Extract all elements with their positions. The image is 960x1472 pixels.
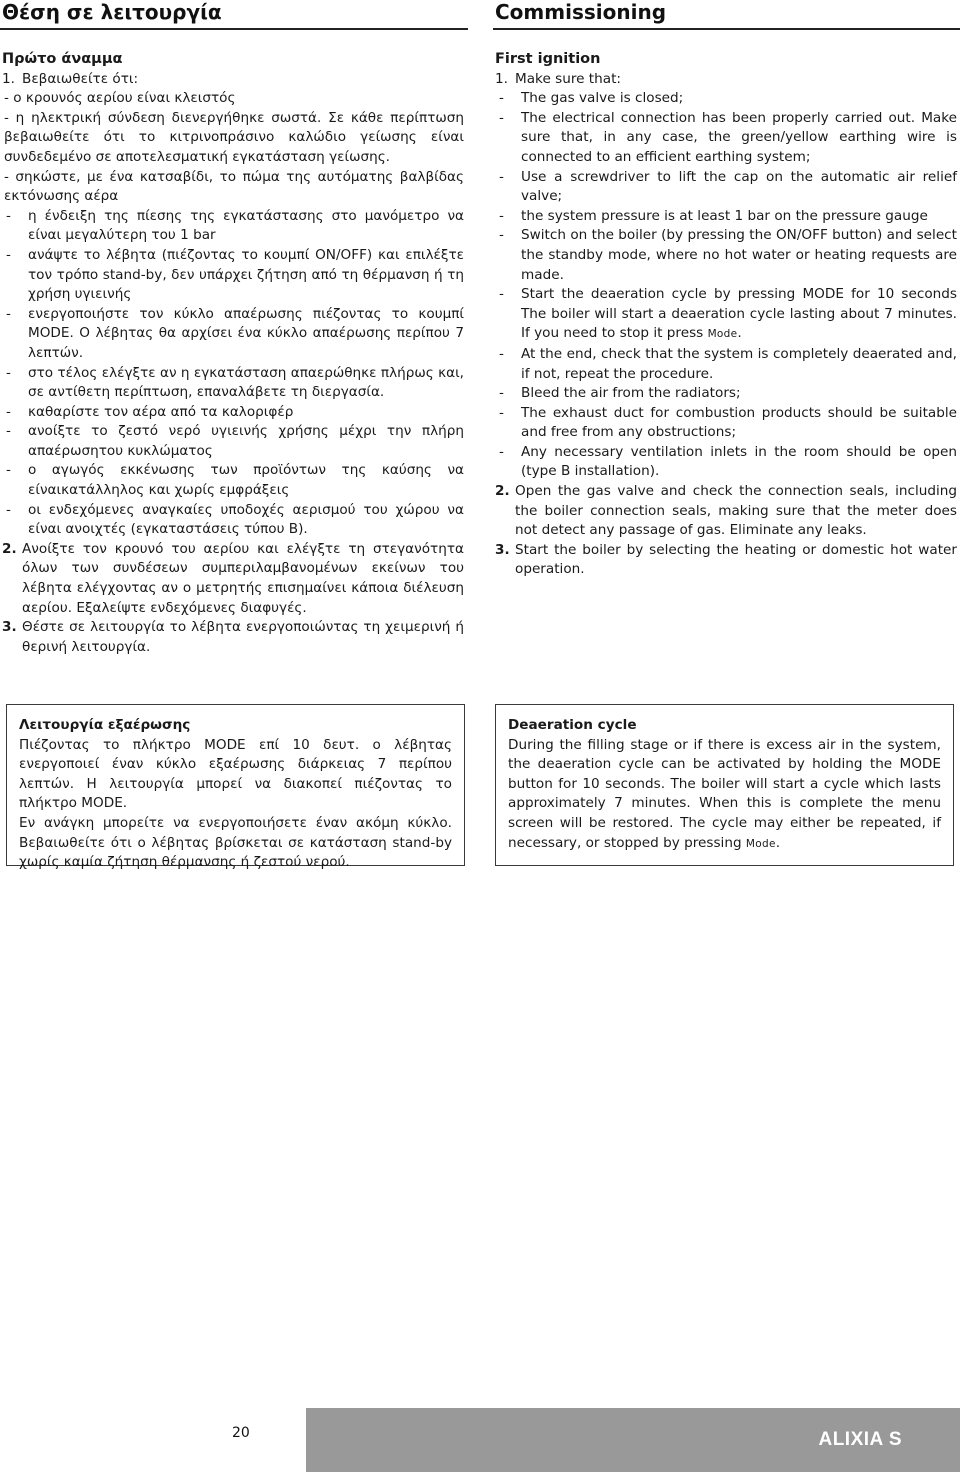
mode-key-label: Mode — [707, 328, 738, 341]
list-dash: - — [499, 385, 504, 402]
english-list-item-text: Bleed the air from the radiators; — [521, 385, 741, 402]
greek-list-item — [2, 305, 464, 364]
english-box-text — [508, 736, 941, 855]
english-step-1 — [495, 70, 957, 90]
list-dash: - — [6, 501, 11, 518]
greek-check-line: - η ηλεκτρική σύνδεση διενεργήθηκε σωστά. Σε κάθε περίπτωση βεβαιωθείτε ότι το κιτρινοπράσινο καλώδιο γείωσης είναι συνδεδεμένο σε αποτελεσματική εγκατάσταση γείωσης. — [4, 109, 464, 165]
greek-section-heading: Πρώτο άναμμα — [2, 51, 123, 67]
english-list-item — [495, 168, 957, 207]
greek-step-2-number: 2. — [2, 540, 17, 557]
greek-list-item — [2, 461, 464, 500]
list-dash: - — [6, 423, 11, 440]
list-dash: - — [499, 404, 504, 421]
english-list-item-text — [521, 285, 957, 345]
greek-list-item — [2, 246, 464, 305]
greek-list-item-text: στο τέλος ελέγξτε αν η εγκατάσταση απαερώθηκε πλήρως και, σε αντίθετη περίπτωση, επαναλάβετε τη διεργασία. — [28, 364, 464, 401]
english-list-item — [495, 285, 957, 345]
english-section-heading: First ignition — [495, 51, 601, 67]
english-deaeration-box — [495, 704, 954, 866]
list-dash: - — [499, 286, 504, 303]
list-dash: - — [499, 207, 504, 224]
greek-list-item-text: ανοίξτε το ζεστό νερό υγιεινής χρήσης μέχρι την πλήρη απαέρωσητου κυκλώματος — [28, 423, 464, 459]
footer-left — [0, 1408, 300, 1472]
greek-step-3-text: Θέστε σε λειτουργία το λέβητα ενεργοποιώντας τη χειμερινή ή θερινή λειτουργία. — [22, 619, 464, 655]
greek-title-rule — [0, 28, 468, 30]
english-list-item — [495, 443, 957, 482]
english-step-2-number: 2. — [495, 483, 510, 500]
list-dash: - — [499, 168, 504, 185]
english-step-1-number: 1. — [495, 70, 508, 87]
english-column — [495, 50, 957, 580]
greek-column — [2, 50, 464, 657]
english-list-item-text: The exhaust duct for combustion products should be suitable and free from any obstructions; — [521, 404, 957, 441]
greek-list-item — [2, 422, 464, 461]
greek-list-item — [2, 207, 464, 246]
greek-step-3-number: 3. — [2, 619, 17, 636]
greek-step-2-text: Ανοίξτε τον κρουνό του αερίου και ελέγξτε τη στεγανότητα όλων των συνδέσεων συμπεριλαμβανομένων εκείνων του λέβητα ελέγχοντας αν ο μετρητής επισημαίνει κάποια διέλευση αερίου. Εξαλείψτε ενδεχόμενες διαφυγές. — [22, 540, 464, 616]
greek-list-item-text: ο αγωγός εκκένωσης των προϊόντων της καύσης να είναικατάλληλος και χωρίς εμφράξεις — [28, 462, 464, 499]
deaeration-start-text: Start the deaeration cycle by pressing MODE for 10 seconds The boiler will start a deaeration cycle lasting about 7 minutes. If you need to stop it press — [521, 286, 957, 342]
english-title-rule — [493, 28, 960, 30]
mode-key-label: Mode — [745, 837, 776, 850]
greek-check-line: - σηκώστε, με ένα κατσαβίδι, το πώμα της αυτόματης βαλβίδας εκτόνωσης αέρα — [4, 168, 464, 205]
english-list-item-text: Use a screwdriver to lift the cap on the automatic air relief valve; — [521, 168, 957, 205]
sentence-end: . — [775, 834, 781, 851]
english-list-item-text: The electrical connection has been properly carried out. Make sure that, in any case, the green/yellow earthing wire is connected to an efficient earthing system; — [521, 109, 957, 165]
sentence-end: . — [737, 325, 742, 342]
english-list-item — [495, 109, 957, 168]
list-dash: - — [6, 207, 11, 224]
english-list-item — [495, 384, 957, 404]
greek-list-item-text: οι ενδεχόμενες αναγκαίες υποδοχές αερισμού του χώρου να είναι ανοιχτές (εγκαταστάσεις τύπου Β). — [28, 501, 464, 538]
greek-page-title: Θέση σε λειτουργία — [2, 0, 222, 24]
greek-step-1-label: Βεβαιωθείτε ότι: — [22, 70, 139, 87]
greek-list-item-text: ενεργοποιήστε τον κύκλο απαέρωσης πιέζοντας το κουμπί MODE. Ο λέβητας θα αρχίσει ένα κύκλο απαέρωσης περίπου 7 λεπτών. — [28, 305, 464, 361]
greek-box-text-2: Εν ανάγκη μπορείτε να ενεργοποιήσετε έναν ακόμη κύκλο. Βεβαιωθείτε ότι ο λέβητας βρίσκεται σε κατάσταση stand-by χωρίς καμία ζήτηση θέρμανσης ή ζεστού νερού. — [19, 814, 452, 871]
list-dash: - — [499, 227, 504, 244]
english-box-title: Deaeration cycle — [508, 717, 637, 733]
greek-list-item-text: η ένδειξη της πίεσης της εγκατάστασης στο μανόμετρο να είναι μεγαλύτερη του 1 bar — [28, 207, 464, 244]
greek-box-title: Λειτουργία εξαέρωσης — [19, 717, 191, 733]
english-list-item — [495, 207, 957, 227]
greek-step-2 — [2, 540, 464, 618]
greek-deaeration-box — [6, 704, 465, 871]
greek-check-line: - ο κρουνός αερίου είναι κλειστός — [4, 90, 236, 107]
greek-step-1 — [2, 70, 464, 90]
english-list-item — [495, 345, 957, 384]
footer-band — [306, 1408, 960, 1472]
list-dash: - — [6, 364, 11, 381]
list-dash: - — [499, 443, 504, 460]
list-dash: - — [6, 403, 11, 420]
list-dash: - — [499, 109, 504, 126]
list-dash: - — [6, 462, 11, 479]
english-step-3-text: Start the boiler by selecting the heating or domestic hot water operation. — [515, 541, 957, 578]
greek-step-3 — [2, 618, 464, 657]
page-number: 20 — [232, 1425, 250, 1441]
english-list-item-text: Switch on the boiler (by pressing the ON/OFF button) and select the standby mode, where no hot water or heating requests are made. — [521, 227, 957, 283]
greek-list-item-text: καθαρίστε τον αέρα από τα καλοριφέρ — [28, 403, 294, 420]
list-dash: - — [6, 246, 11, 263]
english-list-item-text: the system pressure is at least 1 bar on the pressure gauge — [521, 207, 928, 224]
english-list-item — [495, 226, 957, 285]
english-list-item — [495, 89, 957, 109]
greek-step-1-number: 1. — [2, 70, 15, 87]
english-list-item — [495, 404, 957, 443]
greek-list-item-text: ανάψτε το λέβητα (πιέζοντας το κουμπί ON/OFF) και επιλέξτε τον τρόπο stand-by, δεν υπάρχει ζήτηση από τη θέρμανση ή τη χρήση υγιεινής — [28, 246, 464, 303]
english-list-item-text: At the end, check that the system is completely deaerated and, if not, repeat the procedure. — [521, 345, 957, 382]
greek-list-item — [2, 403, 464, 423]
box-body-text: During the filling stage or if there is excess air in the system, the deaeration cycle can be activated by holding the MODE button for 10 seconds. The boiler will start a cycle which lasts approximately 7 minutes. When this is complete the menu screen will be restored. The cycle may either be repeated, if necessary, or stopped by pressing — [508, 736, 941, 851]
greek-list-item — [2, 364, 464, 403]
english-list-item-text: The gas valve is closed; — [521, 90, 684, 107]
english-list-item-text: Any necessary ventilation inlets in the room should be open (type B installation). — [521, 443, 957, 480]
greek-list-item — [2, 501, 464, 540]
english-step-3 — [495, 541, 957, 580]
english-page-title: Commissioning — [495, 0, 667, 24]
list-dash: - — [6, 305, 11, 322]
english-step-1-label: Make sure that: — [515, 70, 621, 87]
greek-box-text: Πιέζοντας το πλήκτρο MODE επί 10 δευτ. ο λέβητας ενεργοποιεί έναν κύκλο εξαέρωσης διάρκειας 7 περίπου λεπτών. Η λειτουργία μπορεί να διακοπεί πιέζοντας το πλήκτρο MODE. — [19, 736, 452, 812]
brand-name: ALIXIA S — [818, 1429, 902, 1450]
english-step-2 — [495, 482, 957, 541]
english-step-3-number: 3. — [495, 541, 510, 558]
list-dash: - — [499, 90, 504, 107]
list-dash: - — [499, 345, 504, 362]
english-step-2-text: Open the gas valve and check the connection seals, including the boiler connection seals, making sure that the meter does not detect any passage of gas. Eliminate any leaks. — [515, 483, 957, 539]
